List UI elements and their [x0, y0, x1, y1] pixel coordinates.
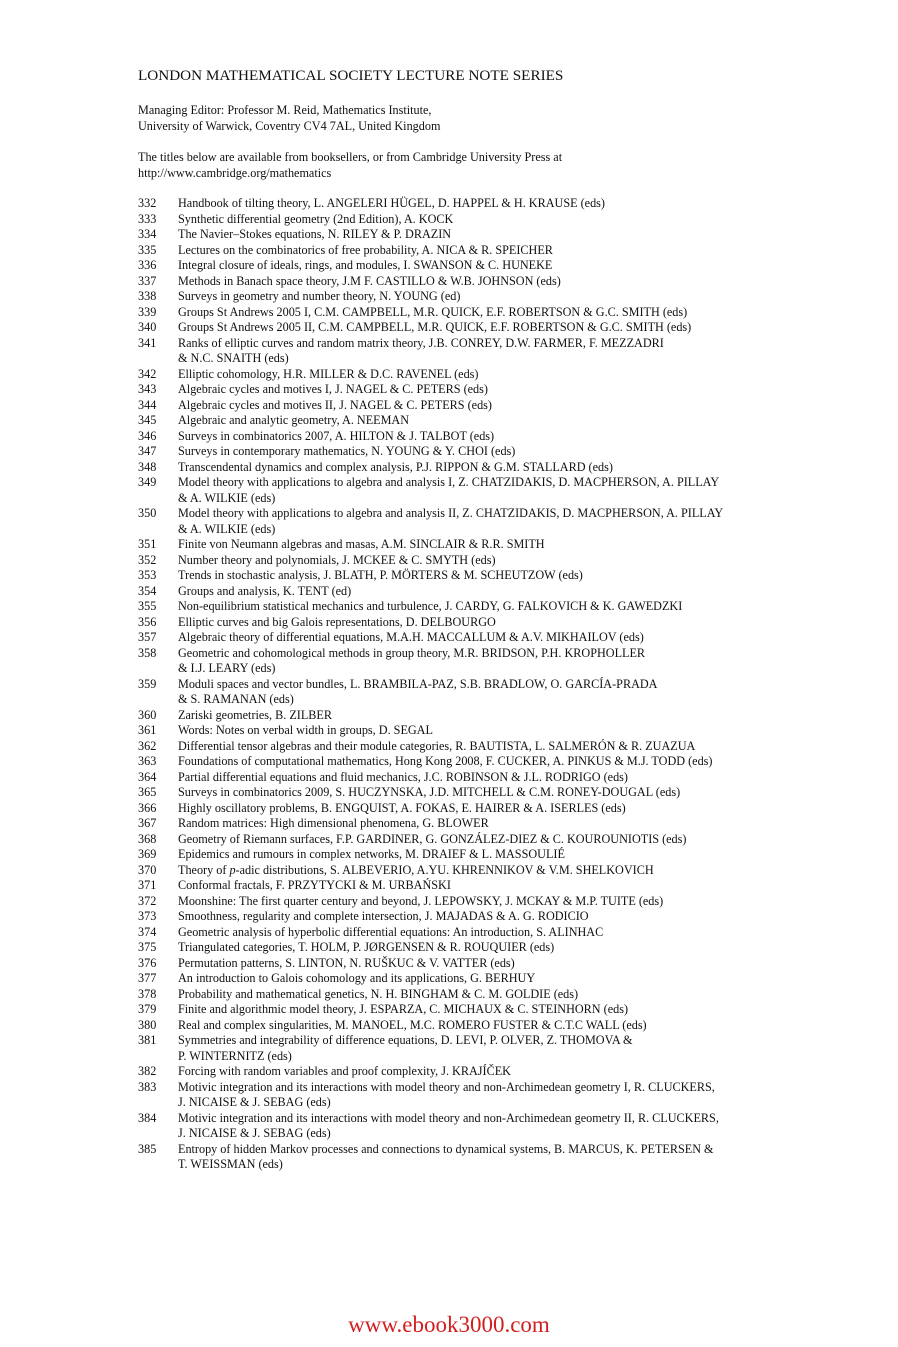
entry-text [178, 1002, 798, 1018]
entry-number: 368 [138, 831, 157, 846]
entry-number: 363 [138, 754, 157, 768]
entry-text [178, 987, 798, 1003]
list-item [138, 987, 798, 1003]
list-item [138, 832, 798, 848]
entry-text [178, 1064, 798, 1080]
entry-text [178, 1111, 798, 1142]
entry-number: 340 [138, 320, 157, 334]
entry-number: 356 [138, 614, 157, 629]
entry-number: 370 [138, 862, 157, 877]
entry-number: 361 [138, 723, 157, 737]
entry-text [178, 785, 798, 801]
entry-line: Epidemics and rumours in complex networks, M. DRAIEF & L. MASSOULIÉ [178, 847, 565, 861]
entry-line: The Navier–Stokes equations, N. RILEY & P. DRAZIN [178, 227, 452, 241]
list-item [138, 553, 798, 569]
entry-number: 358 [138, 645, 157, 660]
entry-number: 339 [138, 304, 157, 319]
entry-line: Surveys in geometry and number theory, N. YOUNG (ed) [178, 289, 461, 303]
entry-italic-symbol: p [229, 862, 236, 877]
entry-line: Algebraic theory of differential equations, M.A.H. MACCALLUM & A.V. MIKHAILOV (eds) [178, 630, 644, 644]
list-item [138, 475, 798, 506]
list-item [138, 274, 798, 290]
entry-line: Finite von Neumann algebras and masas, A.M. SINCLAIR & R.R. SMITH [178, 537, 545, 551]
watermark-link[interactable]: www.ebook3000.com [348, 1312, 550, 1337]
entry-line: Model theory with applications to algebra and analysis II, Z. CHATZIDAKIS, D. MACPHERSON, A. PILLAY [178, 506, 724, 520]
list-item [138, 460, 798, 476]
list-item [138, 646, 798, 677]
entry-line: Methods in Banach space theory, J.M F. CASTILLO & W.B. JOHNSON (eds) [178, 273, 561, 288]
list-item [138, 754, 798, 770]
entry-number: 342 [138, 366, 157, 381]
list-item [138, 506, 798, 537]
list-item [138, 227, 798, 243]
list-item [138, 677, 798, 708]
entry-line: Highly oscillatory problems, B. ENGQUIST, A. FOKAS, E. HAIRER & A. ISERLES (eds) [178, 800, 626, 815]
entry-number: 351 [138, 537, 157, 551]
entry-number: 360 [138, 707, 157, 722]
entry-text [178, 646, 798, 677]
entry-line: Synthetic differential geometry (2nd Edition), A. KOCK [178, 211, 454, 226]
entry-line: Forcing with random variables and proof complexity, J. KRAJÍČEK [178, 1064, 511, 1078]
entry-text [178, 971, 798, 987]
entry-line: Words: Notes on verbal width in groups, D. SEGAL [178, 723, 433, 737]
entry-number: 369 [138, 847, 157, 861]
entry-number: 336 [138, 258, 157, 272]
entry-number: 371 [138, 878, 157, 892]
list-item [138, 1080, 798, 1111]
entry-text [178, 258, 798, 274]
list-item [138, 320, 798, 336]
entry-line: Probability and mathematical genetics, N. H. BINGHAM & C. M. GOLDIE (eds) [178, 986, 579, 1001]
entry-line-prefix: Theory of [178, 862, 230, 877]
entry-text [178, 320, 798, 336]
entry-line: Model theory with applications to algebra and analysis I, Z. CHATZIDAKIS, D. MACPHERSON, A. PILLAY [178, 475, 720, 489]
entry-line: Real and complex singularities, M. MANOEL, M.C. ROMERO FUSTER & C.T.C WALL (eds) [178, 1017, 647, 1032]
entry-text [178, 506, 798, 537]
entry-line: Handbook of tilting theory, L. ANGELERI HÜGEL, D. HAPPEL & H. KRAUSE (eds) [178, 196, 605, 210]
entry-line: & A. WILKIE (eds) [178, 490, 276, 505]
entry-line: Surveys in combinatorics 2009, S. HUCZYNSKA, J.D. MITCHELL & C.M. RONEY-DOUGAL (eds) [178, 785, 681, 799]
list-item [138, 940, 798, 956]
entry-number: 345 [138, 413, 157, 427]
entry-number: 343 [138, 382, 157, 396]
entry-line: & A. WILKIE (eds) [178, 521, 276, 536]
entry-line-rest: -adic distributions, S. ALBEVERIO, A.YU. KHRENNIKOV & V.M. SHELKOVICH [235, 862, 654, 877]
entry-line: & I.J. LEARY (eds) [178, 661, 276, 675]
entry-line: Groups St Andrews 2005 I, C.M. CAMPBELL, M.R. QUICK, E.F. ROBERTSON & G.C. SMITH (eds) [178, 304, 688, 319]
entry-text [178, 599, 798, 615]
entry-text [178, 429, 798, 445]
entry-number: 362 [138, 738, 157, 753]
entry-text [178, 475, 798, 506]
entry-line: Geometric and cohomological methods in group theory, M.R. BRIDSON, P.H. KROPHOLLER [178, 645, 646, 660]
entry-text [178, 289, 798, 305]
list-item [138, 212, 798, 228]
entry-number: 377 [138, 971, 157, 985]
entry-line: Moduli spaces and vector bundles, L. BRAMBILA-PAZ, S.B. BRADLOW, O. GARCÍA-PRADA [178, 676, 658, 691]
list-item [138, 847, 798, 863]
entry-number: 346 [138, 428, 157, 443]
entry-text [178, 801, 798, 817]
entry-number: 383 [138, 1079, 157, 1094]
entry-text [178, 878, 798, 894]
entry-text [178, 770, 798, 786]
title-list [138, 196, 798, 1173]
entry-text [178, 615, 798, 631]
entry-line: J. NICAISE & J. SEBAG (eds) [178, 1095, 331, 1109]
list-item [138, 1142, 798, 1173]
entry-text [178, 553, 798, 569]
availability-note [138, 150, 798, 181]
entry-number: 384 [138, 1110, 157, 1125]
entry-text [178, 940, 798, 956]
list-item [138, 367, 798, 383]
entry-line: Ranks of elliptic curves and random matrix theory, J.B. CONREY, D.W. FARMER, F. MEZZADRI [178, 335, 664, 350]
entry-number: 344 [138, 397, 157, 412]
entry-number: 354 [138, 583, 157, 598]
entry-text [178, 1142, 798, 1173]
entry-number: 341 [138, 335, 157, 350]
entry-text [178, 832, 798, 848]
entry-line: J. NICAISE & J. SEBAG (eds) [178, 1126, 331, 1140]
editor-line: Managing Editor: Professor M. Reid, Mathematics Institute, [138, 103, 432, 117]
list-item [138, 894, 798, 910]
entry-number: 353 [138, 568, 157, 582]
entry-line: Transcendental dynamics and complex analysis, P.J. RIPPON & G.M. STALLARD (eds) [178, 459, 613, 474]
entry-line: Algebraic cycles and motives II, J. NAGEL & C. PETERS (eds) [178, 397, 492, 412]
entry-number: 332 [138, 196, 157, 210]
entry-number: 366 [138, 800, 157, 815]
entry-number: 350 [138, 506, 157, 520]
entry-text [178, 925, 798, 941]
entry-text [178, 460, 798, 476]
entry-text [178, 243, 798, 259]
entry-number: 352 [138, 552, 157, 567]
list-item [138, 305, 798, 321]
entry-number: 375 [138, 940, 157, 954]
entry-text [178, 398, 798, 414]
entry-text [178, 677, 798, 708]
list-item [138, 336, 798, 367]
entry-text [178, 212, 798, 228]
list-item [138, 243, 798, 259]
entry-text [178, 227, 798, 243]
entry-number: 376 [138, 955, 157, 970]
entry-text [178, 537, 798, 553]
entry-number: 374 [138, 924, 157, 939]
entry-line: Entropy of hidden Markov processes and connections to dynamical systems, B. MARCUS, K. PETERSEN & [178, 1141, 714, 1156]
entry-line: Trends in stochastic analysis, J. BLATH, P. MÖRTERS & M. SCHEUTZOW (eds) [178, 568, 583, 582]
entry-text [178, 909, 798, 925]
page-content [138, 66, 798, 1173]
entry-text [178, 956, 798, 972]
entry-line: Motivic integration and its interactions with model theory and non-Archimedean geometry II, R. CLUCKERS, [178, 1110, 719, 1125]
entry-line: Non-equilibrium statistical mechanics and turbulence, J. CARDY, G. FALKOVICH & K. GAWEDZKI [178, 599, 683, 613]
list-item [138, 925, 798, 941]
list-item [138, 739, 798, 755]
entry-number: 357 [138, 630, 157, 644]
list-item [138, 863, 798, 879]
entry-text [178, 723, 798, 739]
entry-text [178, 708, 798, 724]
entry-number: 378 [138, 986, 157, 1001]
entry-text [178, 630, 798, 646]
list-item [138, 382, 798, 398]
list-item [138, 429, 798, 445]
entry-text [178, 382, 798, 398]
entry-number: 355 [138, 599, 157, 613]
entry-number: 381 [138, 1033, 157, 1047]
list-item [138, 630, 798, 646]
entry-number: 333 [138, 211, 157, 226]
entry-line: An introduction to Galois cohomology and its applications, G. BERHUY [178, 971, 536, 985]
entry-line: Smoothness, regularity and complete intersection, J. MAJADAS & A. G. RODICIO [178, 909, 589, 923]
entry-number: 334 [138, 227, 157, 241]
entry-line: Triangulated categories, T. HOLM, P. JØRGENSEN & R. ROUQUIER (eds) [178, 940, 555, 954]
entry-text [178, 196, 798, 212]
list-item [138, 956, 798, 972]
entry-line: Moonshine: The first quarter century and beyond, J. LEPOWSKY, J. MCKAY & M.P. TUITE (eds) [178, 893, 664, 908]
entry-number: 365 [138, 785, 157, 799]
entry-line: & S. RAMANAN (eds) [178, 692, 294, 706]
entry-line: Surveys in contemporary mathematics, N. YOUNG & Y. CHOI (eds) [178, 444, 516, 458]
entry-line: Conformal fractals, F. PRZYTYCKI & M. URBAŃSKI [178, 878, 451, 892]
entry-number: 349 [138, 475, 157, 489]
availability-line: The titles below are available from booksellers, or from Cambridge University Press at [138, 150, 563, 164]
list-item [138, 785, 798, 801]
list-item [138, 196, 798, 212]
entry-line: Zariski geometries, B. ZILBER [178, 707, 333, 722]
entry-number: 337 [138, 273, 157, 288]
list-item [138, 1033, 798, 1064]
entry-line: Integral closure of ideals, rings, and modules, I. SWANSON & C. HUNEKE [178, 258, 553, 272]
entry-number: 373 [138, 909, 157, 923]
entry-number: 367 [138, 816, 157, 830]
list-item [138, 568, 798, 584]
entry-line: Algebraic cycles and motives I, J. NAGEL & C. PETERS (eds) [178, 382, 488, 396]
list-item [138, 289, 798, 305]
entry-line: & N.C. SNAITH (eds) [178, 351, 289, 365]
list-item [138, 770, 798, 786]
entry-text [178, 816, 798, 832]
list-item [138, 413, 798, 429]
list-item [138, 1002, 798, 1018]
entry-text [178, 367, 798, 383]
list-item [138, 1111, 798, 1142]
entry-text [178, 1033, 798, 1064]
series-title: LONDON MATHEMATICAL SOCIETY LECTURE NOTE SERIES [138, 67, 564, 84]
entry-text [178, 847, 798, 863]
entry-line: Foundations of computational mathematics, Hong Kong 2008, F. CUCKER, A. PINKUS & M.J. TODD (eds) [178, 754, 713, 768]
entry-text [178, 894, 798, 910]
entry-text [178, 336, 798, 367]
list-item [138, 258, 798, 274]
entry-text [178, 413, 798, 429]
entry-line: Differential tensor algebras and their module categories, R. BAUTISTA, L. SALMERÓN & R. ZUAZUA [178, 738, 696, 753]
entry-number: 382 [138, 1064, 157, 1078]
entry-text [178, 274, 798, 290]
list-item [138, 537, 798, 553]
entry-number: 379 [138, 1002, 157, 1016]
entry-text [178, 1018, 798, 1034]
list-item [138, 878, 798, 894]
entry-text [178, 1080, 798, 1111]
entry-line: Finite and algorithmic model theory, J. ESPARZA, C. MICHAUX & C. STEINHORN (eds) [178, 1002, 629, 1016]
entry-line: Lectures on the combinatorics of free probability, A. NICA & R. SPEICHER [178, 242, 553, 257]
entry-number: 364 [138, 769, 157, 784]
list-item [138, 615, 798, 631]
list-item [138, 708, 798, 724]
entry-line: Random matrices: High dimensional phenomena, G. BLOWER [178, 816, 489, 830]
entry-line: Geometry of Riemann surfaces, F.P. GARDINER, G. GONZÁLEZ-DIEZ & C. KOUROUNIOTIS (eds) [178, 831, 687, 846]
entry-text [178, 568, 798, 584]
entry-line: P. WINTERNITZ (eds) [178, 1048, 292, 1063]
entry-text [178, 305, 798, 321]
entry-number: 347 [138, 444, 157, 458]
editor-line: University of Warwick, Coventry CV4 7AL, United Kingdom [138, 118, 441, 133]
list-item [138, 1018, 798, 1034]
list-item [138, 816, 798, 832]
list-item [138, 599, 798, 615]
list-item [138, 971, 798, 987]
entry-line: Geometric analysis of hyperbolic differential equations: An introduction, S. ALINHAC [178, 924, 604, 939]
entry-number: 372 [138, 893, 157, 908]
list-item [138, 723, 798, 739]
entry-line: Symmetries and integrability of difference equations, D. LEVI, P. OLVER, Z. THOMOVA & [178, 1033, 633, 1047]
list-item [138, 584, 798, 600]
entry-line: Surveys in combinatorics 2007, A. HILTON & J. TALBOT (eds) [178, 428, 495, 443]
entry-number: 348 [138, 459, 157, 474]
managing-editor-info [138, 103, 798, 134]
list-item [138, 398, 798, 414]
availability-url: http://www.cambridge.org/mathematics [138, 165, 332, 180]
entry-text [178, 739, 798, 755]
entry-line: Algebraic and analytic geometry, A. NEEMAN [178, 413, 410, 427]
entry-line: Permutation patterns, S. LINTON, N. RUŠKUC & V. VATTER (eds) [178, 955, 515, 970]
list-item [138, 1064, 798, 1080]
entry-text [178, 444, 798, 460]
entry-number: 338 [138, 289, 157, 303]
entry-line: T. WEISSMAN (eds) [178, 1157, 283, 1171]
list-item [138, 444, 798, 460]
entry-number: 385 [138, 1141, 157, 1156]
entry-line [178, 863, 798, 879]
entry-line: Partial differential equations and fluid mechanics, J.C. ROBINSON & J.L. RODRIGO (eds) [178, 769, 628, 784]
list-item [138, 801, 798, 817]
entry-line: Motivic integration and its interactions with model theory and non-Archimedean geometry I, R. CLUCKERS, [178, 1079, 715, 1094]
entry-line: Number theory and polynomials, J. MCKEE & C. SMYTH (eds) [178, 552, 496, 567]
entry-text [178, 754, 798, 770]
entry-line: Groups St Andrews 2005 II, C.M. CAMPBELL, M.R. QUICK, E.F. ROBERTSON & G.C. SMITH (eds) [178, 320, 692, 334]
list-item [138, 909, 798, 925]
entry-number: 359 [138, 676, 157, 691]
entry-line: Groups and analysis, K. TENT (ed) [178, 583, 352, 598]
entry-number: 380 [138, 1017, 157, 1032]
entry-text [178, 863, 798, 879]
entry-line: Elliptic curves and big Galois representations, D. DELBOURGO [178, 614, 496, 629]
entry-line: Elliptic cohomology, H.R. MILLER & D.C. RAVENEL (eds) [178, 366, 479, 381]
entry-text [178, 584, 798, 600]
entry-number: 335 [138, 242, 157, 257]
